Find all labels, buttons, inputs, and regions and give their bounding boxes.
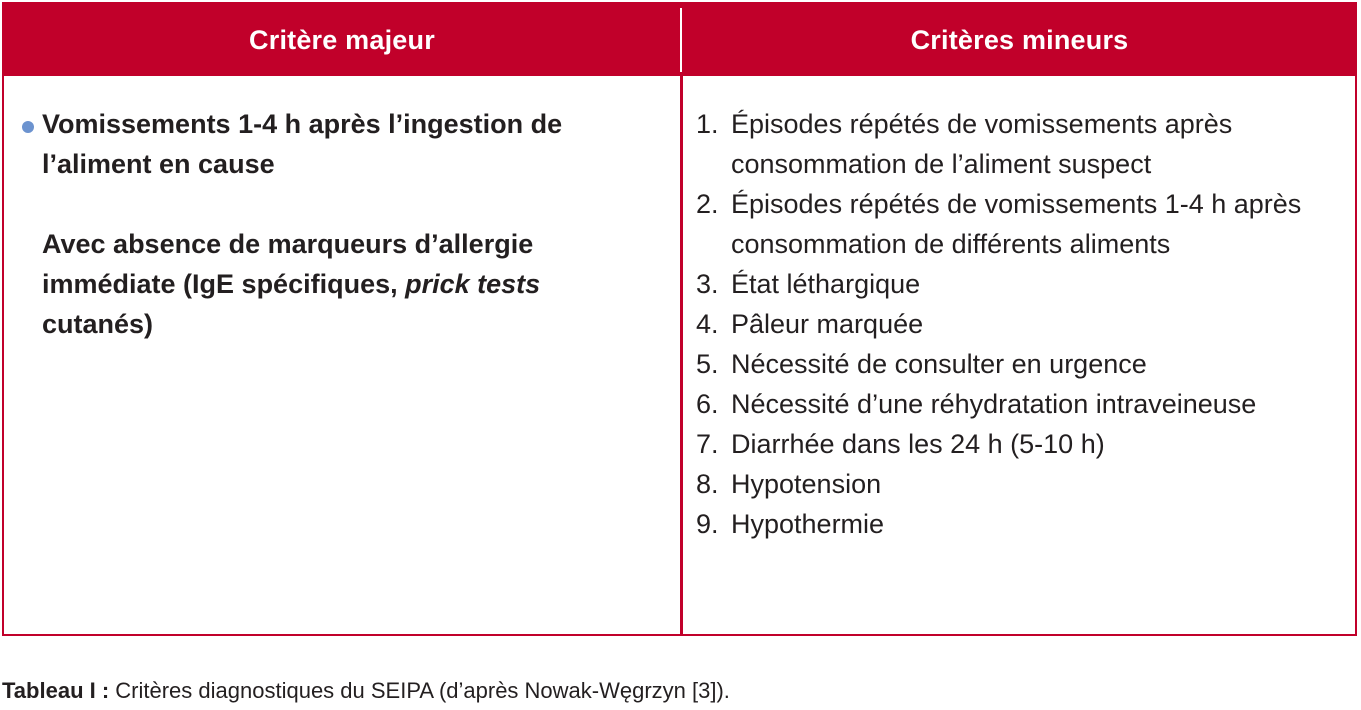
list-item-number: 8. [696,469,719,499]
list-item-text: Épisodes répétés de vomissements après consommation de l’aliment suspect [731,109,1233,179]
list-item-number: 9. [696,509,719,539]
caption-label: Tableau I : [2,678,110,703]
list-item [696,504,1346,544]
list-item-number: 3. [696,269,719,299]
minor-criteria-cell [696,104,1346,544]
major-criterion-text: Vomissements 1-4 h après l’ingestion de l’aliment en cause [42,109,563,179]
list-item-number: 2. [696,189,719,219]
major-criterion-condition [18,224,658,344]
condition-text-suffix: cutanés) [42,309,154,339]
list-item [696,184,1346,264]
table-header-row [4,4,1355,76]
list-item [696,264,1346,304]
list-item-text: Nécessité de consulter en urgence [731,349,1147,379]
list-item-text: Épisodes répétés de vomissements 1-4 h après consommation de différents aliments [731,189,1302,259]
header-minor-criteria: Critères mineurs [910,24,1129,55]
condition-text-italic: prick tests [405,269,541,299]
minor-criteria-list [696,104,1346,544]
condition-text-prefix: Avec absence de marqueurs d’allergie immédiate (IgE spécifiques, [42,229,534,299]
list-item-number: 6. [696,389,719,419]
major-criterion-cell [18,104,658,344]
column-divider [680,76,683,634]
bullet-dot-icon [22,121,34,133]
list-item-text: Diarrhée dans les 24 h (5-10 h) [731,429,1105,459]
header-major-criterion: Critère majeur [249,24,435,55]
list-item-number: 5. [696,349,719,379]
list-item [696,384,1346,424]
list-item-text: Hypothermie [731,509,885,539]
list-item-number: 4. [696,309,719,339]
caption-text: Critères diagnostiques du SEIPA (d’après Nowak-Węgrzyn [3]). [109,678,730,703]
list-item [696,104,1346,184]
table-caption [2,676,730,706]
major-criterion-item [18,104,658,184]
list-item-number: 1. [696,109,719,139]
list-item [696,344,1346,384]
list-item-number: 7. [696,429,719,459]
header-divider [680,8,682,72]
list-item [696,464,1346,504]
list-item-text: Nécessité d’une réhydratation intraveineuse [731,389,1257,419]
list-item-text: Pâleur marquée [731,309,924,339]
list-item-text: État léthargique [731,269,921,299]
list-item-text: Hypotension [731,469,882,499]
list-item [696,424,1346,464]
list-item [696,304,1346,344]
